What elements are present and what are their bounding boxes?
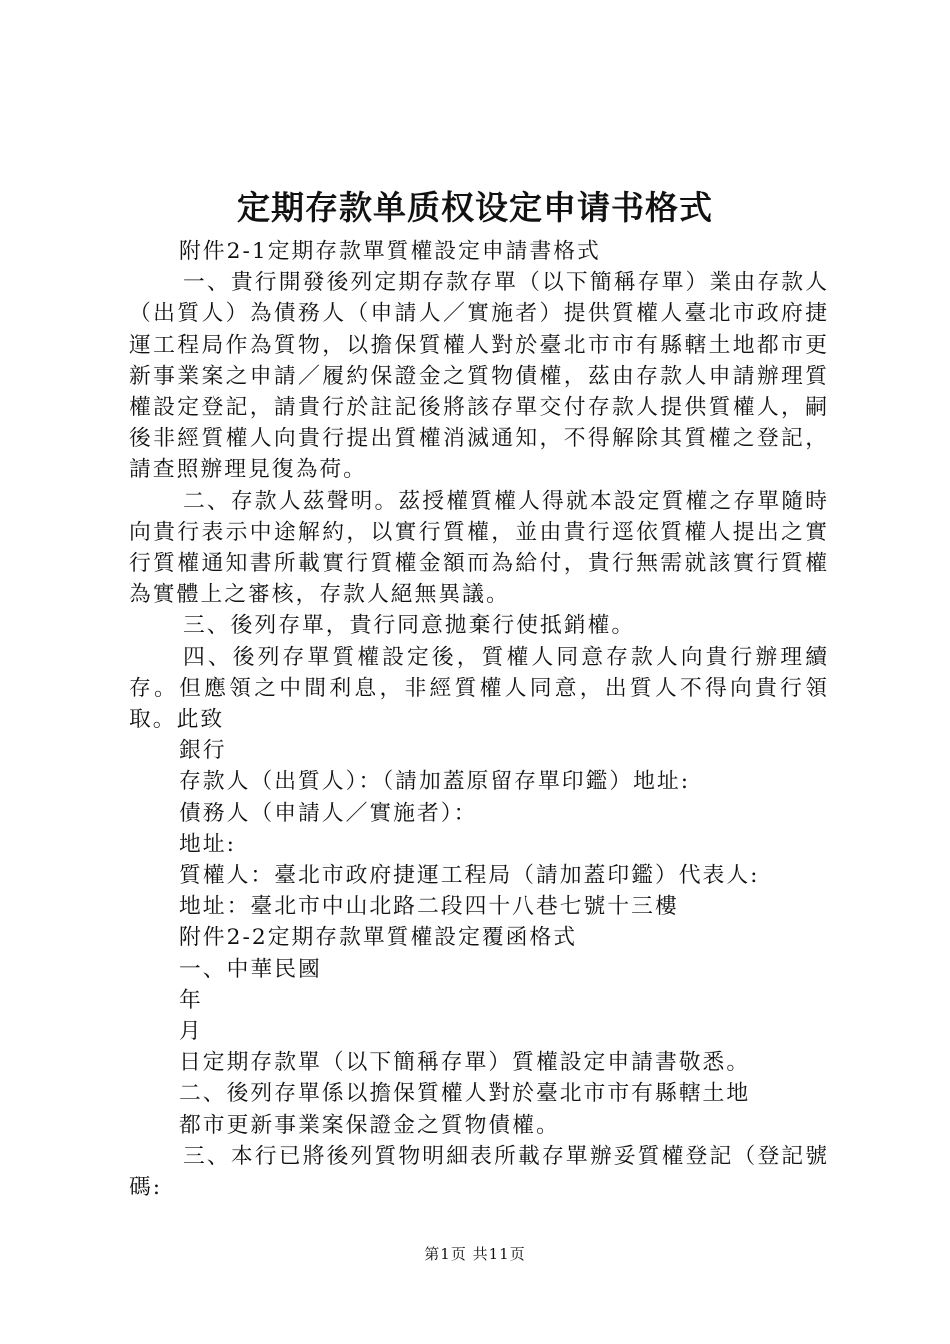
item-1-line: 一、中華民國 — [179, 956, 322, 982]
document-body — [129, 236, 829, 1203]
page-number-footer: 第1页 共11页 — [424, 1245, 526, 1263]
item-2-line: 二、後列存單係以擔保質權人對於臺北市市有縣轄土地 — [179, 1081, 751, 1107]
pledgee-address-line: 地址：臺北市中山北路二段四十八巷七號十三樓 — [179, 894, 679, 920]
year-line: 年 — [179, 987, 203, 1013]
address-line: 地址: — [179, 831, 236, 857]
paragraph-1: 一、貴行開發後列定期存款存單（以下簡稱存單）業由存款人（出質人）為債務人（申請人／實施者）提供質權人臺北市政府捷運工程局作為質物，以擔保質權人對於臺北市市有縣轄土地都市更新事業案之申請／履約保證金之質物債權，茲由存款人申請辦理質權設定登記，請貴行於註記後將該存單交付存款人提供質權人，嗣後非經質權人向貴行提出質權消滅通知，不得解除其質權之登記，請查照辦理見復為荷。 — [129, 270, 829, 483]
depositor-line: 存款人（出質人）：（請加蓋原留存單印鑑）地址: — [179, 769, 691, 795]
paragraph-4: 四、後列存單質權設定後，質權人同意存款人向貴行辦理續存。但應領之中間利息，非經質權人同意，出質人不得向貴行領取。此致 — [129, 644, 829, 733]
paragraph-2: 二、存款人茲聲明。茲授權質權人得就本設定質權之存單隨時向貴行表示中途解約，以實行質權，並由貴行逕依質權人提出之實行質權通知書所載實行質權金額而為給付，貴行無需就該實行質權為實體上之審核，存款人絕無異議。 — [129, 488, 829, 608]
debtor-line: 債務人（申請人／實施者）： — [179, 800, 478, 826]
paragraph-3: 三、後列存單，貴行同意拋棄行使抵銷權。 — [183, 613, 636, 639]
paragraph-item-3: 三、本行已將後列質物明細表所載存單辦妥質權登記（登記號碼: — [129, 1143, 829, 1201]
bank-line: 銀行 — [179, 738, 227, 764]
document-title: 定期存款单质权设定申请书格式 — [237, 188, 713, 227]
month-line: 月 — [179, 1019, 203, 1045]
item-2-continued-line: 都市更新事業案保證金之質物債權。 — [179, 1112, 560, 1138]
attachment-heading: 附件2-1定期存款單質權設定申請書格式 — [179, 239, 601, 264]
attachment-2-heading: 附件2-2定期存款單質權設定覆函格式 — [179, 925, 578, 951]
pledgee-line: 質權人：臺北市政府捷運工程局（請加蓋印鑑）代表人: — [179, 863, 760, 889]
day-line: 日定期存款單（以下簡稱存單）質權設定申請書敬悉。 — [179, 1050, 751, 1076]
